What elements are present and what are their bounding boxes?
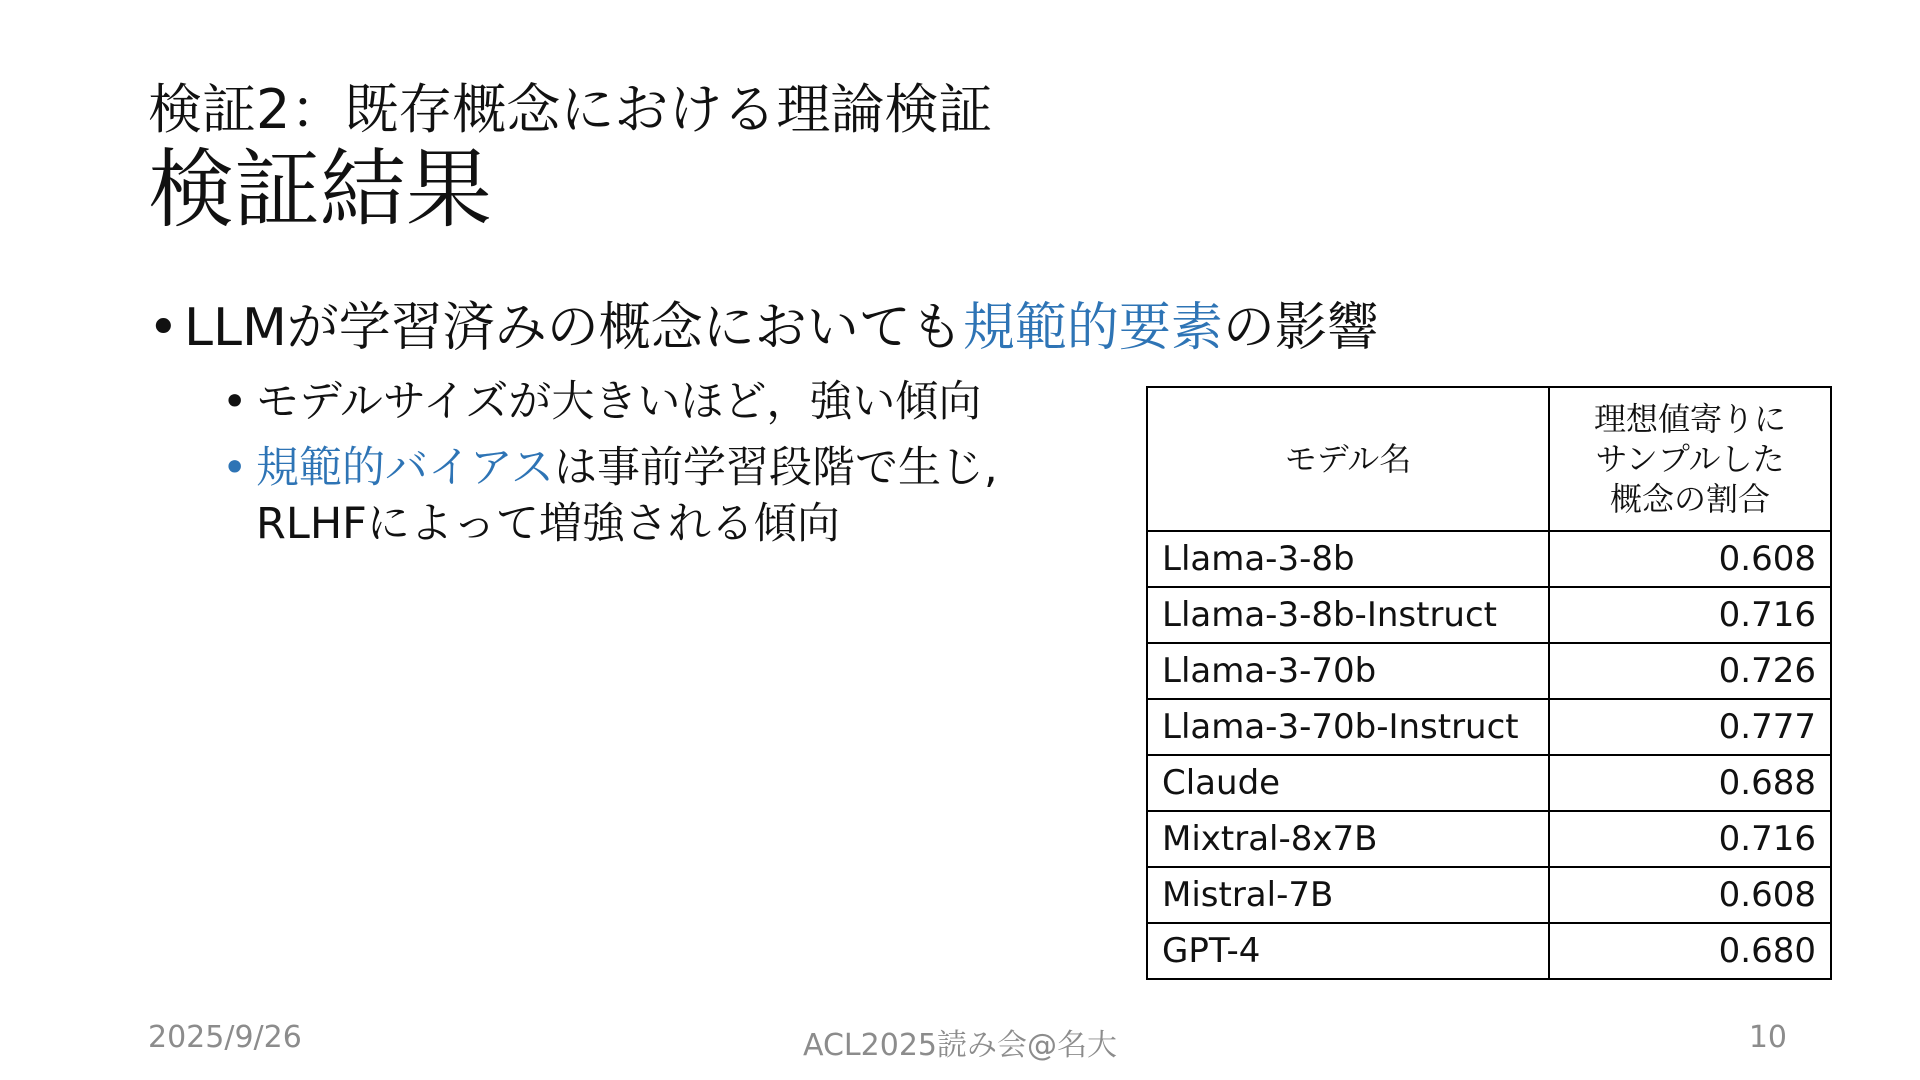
cell-ratio: 0.608 — [1549, 531, 1831, 587]
header-ratio-line2: サンプルした — [1595, 440, 1785, 478]
table-row — [1147, 811, 1831, 867]
cell-ratio: 0.716 — [1549, 811, 1831, 867]
main-bullet-accent: 規範的要素 — [962, 298, 1223, 358]
sub-bullet-2-line1: は事前学習段階で生じ, — [554, 443, 998, 493]
sub-bullet-2-text — [256, 440, 998, 552]
bullet-dot: • — [148, 298, 179, 358]
cell-model: Llama-3-70b-Instruct — [1147, 699, 1549, 755]
sub-bullet-1-text: モデルサイズが大きいほど，強い傾向 — [256, 377, 982, 427]
header-ratio-line1: 理想値寄りに — [1593, 400, 1786, 438]
page-number: 10 — [1748, 1020, 1787, 1055]
header-model: モデル名 — [1147, 387, 1549, 531]
cell-ratio: 0.608 — [1549, 867, 1831, 923]
sub-bullet-1 — [222, 374, 981, 430]
cell-model: Llama-3-8b-Instruct — [1147, 587, 1549, 643]
cell-model: Llama-3-70b — [1147, 643, 1549, 699]
table-row — [1147, 867, 1831, 923]
table-row — [1147, 755, 1831, 811]
bullet-dot: • — [222, 377, 248, 427]
cell-ratio: 0.680 — [1549, 923, 1831, 979]
footer-date: 2025/9/26 — [148, 1020, 302, 1055]
slide-title: 検証結果 — [148, 140, 492, 240]
cell-ratio: 0.777 — [1549, 699, 1831, 755]
table-row — [1147, 923, 1831, 979]
cell-model: Mistral-7B — [1147, 867, 1549, 923]
main-bullet-text: LLMが学習済みの概念においても — [184, 298, 963, 358]
main-bullet-text-end: の影響 — [1222, 298, 1379, 358]
main-bullet — [148, 296, 1379, 360]
table-row — [1147, 531, 1831, 587]
cell-ratio: 0.716 — [1549, 587, 1831, 643]
sub-bullet-2-accent: 規範的バイアス — [256, 443, 554, 493]
header-ratio — [1549, 387, 1831, 531]
footer-event: ACL2025読み会@名大 — [802, 1028, 1117, 1063]
cell-model: Llama-3-8b — [1147, 531, 1549, 587]
slide-subtitle: 検証2：既存概念における理論検証 — [148, 78, 993, 141]
table-row — [1147, 699, 1831, 755]
table-header-row — [1147, 387, 1831, 531]
cell-model: Mixtral-8x7B — [1147, 811, 1549, 867]
header-ratio-line3: 概念の割合 — [1609, 480, 1770, 518]
table-row — [1147, 643, 1831, 699]
cell-model: GPT-4 — [1147, 923, 1549, 979]
bullet-dot: • — [222, 443, 248, 493]
sub-bullet-2-line2: RLHFによって増強される傾向 — [256, 499, 840, 549]
sub-bullet-2 — [222, 440, 998, 552]
cell-ratio: 0.688 — [1549, 755, 1831, 811]
cell-ratio: 0.726 — [1549, 643, 1831, 699]
table-row — [1147, 587, 1831, 643]
results-table — [1146, 386, 1832, 980]
cell-model: Claude — [1147, 755, 1549, 811]
